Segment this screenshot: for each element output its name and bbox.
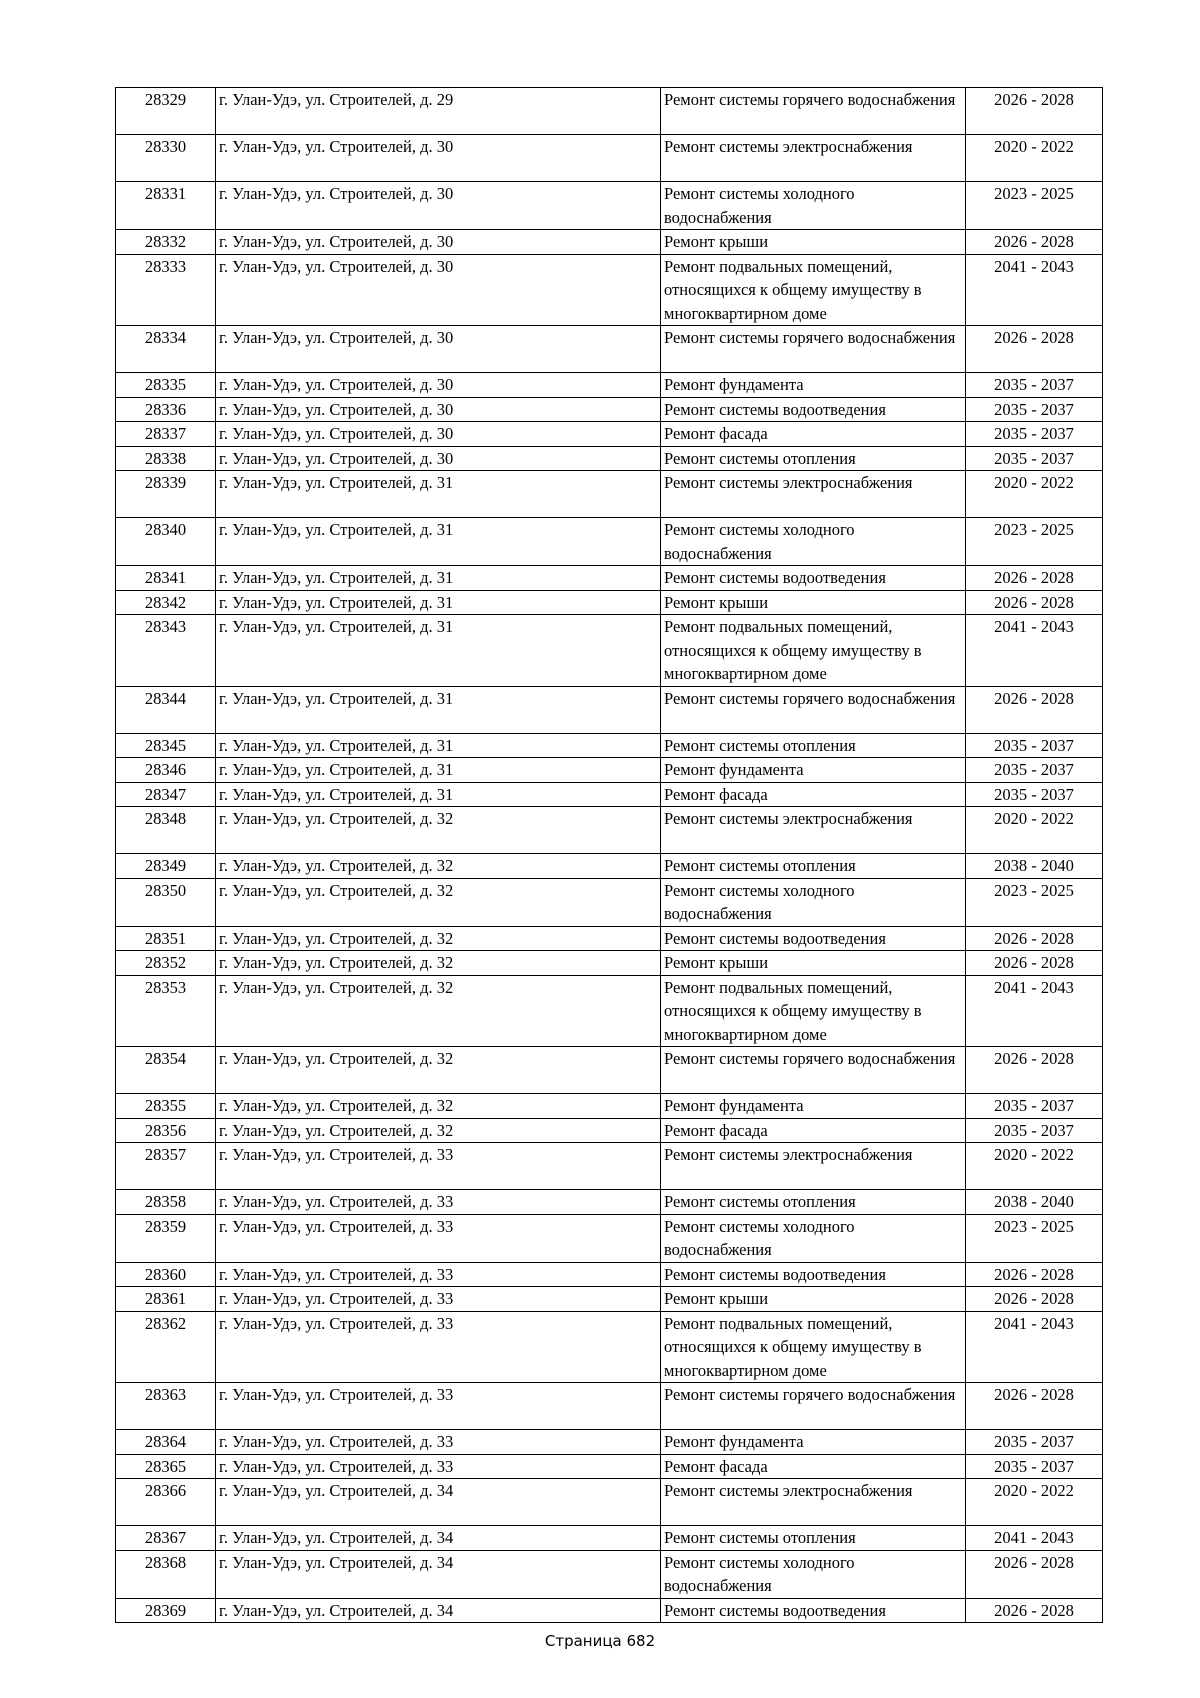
row-number-cell: 28364 xyxy=(116,1430,216,1455)
address-cell: г. Улан-Удэ, ул. Строителей, д. 31 xyxy=(216,471,661,518)
work-type-cell: Ремонт системы электроснабжения xyxy=(661,135,966,182)
table-row xyxy=(116,135,1103,182)
address-cell: г. Улан-Удэ, ул. Строителей, д. 30 xyxy=(216,326,661,373)
work-type-cell: Ремонт фасада xyxy=(661,422,966,447)
table-row xyxy=(116,1143,1103,1190)
address-cell: г. Улан-Удэ, ул. Строителей, д. 30 xyxy=(216,446,661,471)
work-type-cell: Ремонт системы водоотведения xyxy=(661,1262,966,1287)
table-row xyxy=(116,782,1103,807)
work-type-cell: Ремонт системы холодного водоснабжения xyxy=(661,1214,966,1262)
repair-schedule-table xyxy=(115,87,1103,1623)
period-cell: 2026 - 2028 xyxy=(966,951,1103,976)
row-number-cell: 28349 xyxy=(116,854,216,879)
work-type-cell: Ремонт подвальных помещений, относящихся к общему имуществу в многоквартирном доме xyxy=(661,975,966,1047)
address-cell: г. Улан-Удэ, ул. Строителей, д. 31 xyxy=(216,590,661,615)
table-row xyxy=(116,1094,1103,1119)
row-number-cell: 28339 xyxy=(116,471,216,518)
table-row xyxy=(116,733,1103,758)
address-cell: г. Улан-Удэ, ул. Строителей, д. 33 xyxy=(216,1214,661,1262)
table-row xyxy=(116,326,1103,373)
address-cell: г. Улан-Удэ, ул. Строителей, д. 33 xyxy=(216,1190,661,1215)
table-row xyxy=(116,1311,1103,1383)
work-type-cell: Ремонт фасада xyxy=(661,1118,966,1143)
address-cell: г. Улан-Удэ, ул. Строителей, д. 33 xyxy=(216,1143,661,1190)
table-row xyxy=(116,88,1103,135)
row-number-cell: 28344 xyxy=(116,686,216,733)
period-cell: 2041 - 2043 xyxy=(966,1526,1103,1551)
work-type-cell: Ремонт фундамента xyxy=(661,1430,966,1455)
row-number-cell: 28343 xyxy=(116,615,216,687)
address-cell: г. Улан-Удэ, ул. Строителей, д. 34 xyxy=(216,1598,661,1623)
row-number-cell: 28352 xyxy=(116,951,216,976)
work-type-cell: Ремонт системы электроснабжения xyxy=(661,1479,966,1526)
page-number: Страница 682 xyxy=(544,1632,656,1650)
address-cell: г. Улан-Удэ, ул. Строителей, д. 29 xyxy=(216,88,661,135)
period-cell: 2035 - 2037 xyxy=(966,733,1103,758)
address-cell: г. Улан-Удэ, ул. Строителей, д. 32 xyxy=(216,807,661,854)
period-cell: 2020 - 2022 xyxy=(966,135,1103,182)
period-cell: 2026 - 2028 xyxy=(966,1287,1103,1312)
address-cell: г. Улан-Удэ, ул. Строителей, д. 31 xyxy=(216,566,661,591)
table-row xyxy=(116,422,1103,447)
period-cell: 2026 - 2028 xyxy=(966,1598,1103,1623)
table-row xyxy=(116,854,1103,879)
period-cell: 2023 - 2025 xyxy=(966,1214,1103,1262)
row-number-cell: 28354 xyxy=(116,1047,216,1094)
period-cell: 2020 - 2022 xyxy=(966,807,1103,854)
work-type-cell: Ремонт системы горячего водоснабжения xyxy=(661,1047,966,1094)
work-type-cell: Ремонт крыши xyxy=(661,951,966,976)
address-cell: г. Улан-Удэ, ул. Строителей, д. 32 xyxy=(216,878,661,926)
address-cell: г. Улан-Удэ, ул. Строителей, д. 33 xyxy=(216,1287,661,1312)
work-type-cell: Ремонт крыши xyxy=(661,230,966,255)
work-type-cell: Ремонт подвальных помещений, относящихся к общему имуществу в многоквартирном доме xyxy=(661,1311,966,1383)
row-number-cell: 28348 xyxy=(116,807,216,854)
period-cell: 2026 - 2028 xyxy=(966,590,1103,615)
table-row xyxy=(116,182,1103,230)
period-cell: 2023 - 2025 xyxy=(966,878,1103,926)
address-cell: г. Улан-Удэ, ул. Строителей, д. 30 xyxy=(216,230,661,255)
row-number-cell: 28331 xyxy=(116,182,216,230)
work-type-cell: Ремонт системы отопления xyxy=(661,1526,966,1551)
work-type-cell: Ремонт системы горячего водоснабжения xyxy=(661,686,966,733)
address-cell: г. Улан-Удэ, ул. Строителей, д. 30 xyxy=(216,182,661,230)
row-number-cell: 28365 xyxy=(116,1454,216,1479)
table-row xyxy=(116,1479,1103,1526)
row-number-cell: 28360 xyxy=(116,1262,216,1287)
address-cell: г. Улан-Удэ, ул. Строителей, д. 33 xyxy=(216,1383,661,1430)
work-type-cell: Ремонт системы отопления xyxy=(661,733,966,758)
work-type-cell: Ремонт системы холодного водоснабжения xyxy=(661,878,966,926)
row-number-cell: 28332 xyxy=(116,230,216,255)
address-cell: г. Улан-Удэ, ул. Строителей, д. 31 xyxy=(216,686,661,733)
table-row xyxy=(116,926,1103,951)
row-number-cell: 28345 xyxy=(116,733,216,758)
address-cell: г. Улан-Удэ, ул. Строителей, д. 32 xyxy=(216,854,661,879)
period-cell: 2041 - 2043 xyxy=(966,1311,1103,1383)
row-number-cell: 28336 xyxy=(116,397,216,422)
row-number-cell: 28367 xyxy=(116,1526,216,1551)
work-type-cell: Ремонт системы водоотведения xyxy=(661,926,966,951)
address-cell: г. Улан-Удэ, ул. Строителей, д. 34 xyxy=(216,1526,661,1551)
table-row xyxy=(116,1214,1103,1262)
row-number-cell: 28347 xyxy=(116,782,216,807)
address-cell: г. Улан-Удэ, ул. Строителей, д. 32 xyxy=(216,1047,661,1094)
period-cell: 2038 - 2040 xyxy=(966,854,1103,879)
period-cell: 2023 - 2025 xyxy=(966,518,1103,566)
period-cell: 2035 - 2037 xyxy=(966,758,1103,783)
table-row xyxy=(116,807,1103,854)
row-number-cell: 28366 xyxy=(116,1479,216,1526)
row-number-cell: 28342 xyxy=(116,590,216,615)
period-cell: 2026 - 2028 xyxy=(966,1383,1103,1430)
period-cell: 2035 - 2037 xyxy=(966,1094,1103,1119)
period-cell: 2041 - 2043 xyxy=(966,615,1103,687)
address-cell: г. Улан-Удэ, ул. Строителей, д. 30 xyxy=(216,422,661,447)
period-cell: 2020 - 2022 xyxy=(966,1479,1103,1526)
address-cell: г. Улан-Удэ, ул. Строителей, д. 32 xyxy=(216,975,661,1047)
work-type-cell: Ремонт фундамента xyxy=(661,758,966,783)
table-row xyxy=(116,1598,1103,1623)
period-cell: 2035 - 2037 xyxy=(966,422,1103,447)
work-type-cell: Ремонт системы электроснабжения xyxy=(661,807,966,854)
work-type-cell: Ремонт системы отопления xyxy=(661,1190,966,1215)
row-number-cell: 28335 xyxy=(116,373,216,398)
work-type-cell: Ремонт системы электроснабжения xyxy=(661,1143,966,1190)
work-type-cell: Ремонт системы холодного водоснабжения xyxy=(661,1550,966,1598)
row-number-cell: 28359 xyxy=(116,1214,216,1262)
period-cell: 2035 - 2037 xyxy=(966,782,1103,807)
address-cell: г. Улан-Удэ, ул. Строителей, д. 33 xyxy=(216,1430,661,1455)
address-cell: г. Улан-Удэ, ул. Строителей, д. 31 xyxy=(216,758,661,783)
table-row xyxy=(116,471,1103,518)
address-cell: г. Улан-Удэ, ул. Строителей, д. 33 xyxy=(216,1311,661,1383)
address-cell: г. Улан-Удэ, ул. Строителей, д. 31 xyxy=(216,733,661,758)
work-type-cell: Ремонт системы холодного водоснабжения xyxy=(661,182,966,230)
address-cell: г. Улан-Удэ, ул. Строителей, д. 32 xyxy=(216,951,661,976)
work-type-cell: Ремонт системы электроснабжения xyxy=(661,471,966,518)
row-number-cell: 28334 xyxy=(116,326,216,373)
row-number-cell: 28351 xyxy=(116,926,216,951)
work-type-cell: Ремонт системы отопления xyxy=(661,446,966,471)
table-row xyxy=(116,590,1103,615)
table-row xyxy=(116,1262,1103,1287)
table-row xyxy=(116,758,1103,783)
table-row xyxy=(116,254,1103,326)
address-cell: г. Улан-Удэ, ул. Строителей, д. 30 xyxy=(216,397,661,422)
table-row xyxy=(116,518,1103,566)
period-cell: 2020 - 2022 xyxy=(966,1143,1103,1190)
table-row xyxy=(116,1118,1103,1143)
address-cell: г. Улан-Удэ, ул. Строителей, д. 30 xyxy=(216,135,661,182)
row-number-cell: 28355 xyxy=(116,1094,216,1119)
table-body xyxy=(116,88,1103,1623)
work-type-cell: Ремонт подвальных помещений, относящихся к общему имуществу в многоквартирном доме xyxy=(661,254,966,326)
period-cell: 2026 - 2028 xyxy=(966,230,1103,255)
table-row xyxy=(116,446,1103,471)
address-cell: г. Улан-Удэ, ул. Строителей, д. 30 xyxy=(216,373,661,398)
work-type-cell: Ремонт крыши xyxy=(661,590,966,615)
period-cell: 2026 - 2028 xyxy=(966,566,1103,591)
row-number-cell: 28330 xyxy=(116,135,216,182)
period-cell: 2023 - 2025 xyxy=(966,182,1103,230)
row-number-cell: 28329 xyxy=(116,88,216,135)
period-cell: 2038 - 2040 xyxy=(966,1190,1103,1215)
row-number-cell: 28356 xyxy=(116,1118,216,1143)
work-type-cell: Ремонт системы горячего водоснабжения xyxy=(661,1383,966,1430)
period-cell: 2041 - 2043 xyxy=(966,975,1103,1047)
row-number-cell: 28361 xyxy=(116,1287,216,1312)
row-number-cell: 28333 xyxy=(116,254,216,326)
work-type-cell: Ремонт фундамента xyxy=(661,1094,966,1119)
period-cell: 2026 - 2028 xyxy=(966,926,1103,951)
table-row xyxy=(116,397,1103,422)
address-cell: г. Улан-Удэ, ул. Строителей, д. 32 xyxy=(216,1118,661,1143)
row-number-cell: 28369 xyxy=(116,1598,216,1623)
row-number-cell: 28350 xyxy=(116,878,216,926)
row-number-cell: 28358 xyxy=(116,1190,216,1215)
period-cell: 2035 - 2037 xyxy=(966,1118,1103,1143)
work-type-cell: Ремонт системы водоотведения xyxy=(661,566,966,591)
row-number-cell: 28341 xyxy=(116,566,216,591)
address-cell: г. Улан-Удэ, ул. Строителей, д. 33 xyxy=(216,1262,661,1287)
address-cell: г. Улан-Удэ, ул. Строителей, д. 31 xyxy=(216,615,661,687)
row-number-cell: 28346 xyxy=(116,758,216,783)
work-type-cell: Ремонт системы отопления xyxy=(661,854,966,879)
address-cell: г. Улан-Удэ, ул. Строителей, д. 34 xyxy=(216,1479,661,1526)
row-number-cell: 28337 xyxy=(116,422,216,447)
table-row xyxy=(116,1454,1103,1479)
table-row xyxy=(116,975,1103,1047)
table-row xyxy=(116,230,1103,255)
address-cell: г. Улан-Удэ, ул. Строителей, д. 31 xyxy=(216,782,661,807)
period-cell: 2035 - 2037 xyxy=(966,397,1103,422)
address-cell: г. Улан-Удэ, ул. Строителей, д. 33 xyxy=(216,1454,661,1479)
work-type-cell: Ремонт системы горячего водоснабжения xyxy=(661,326,966,373)
address-cell: г. Улан-Удэ, ул. Строителей, д. 32 xyxy=(216,926,661,951)
work-type-cell: Ремонт крыши xyxy=(661,1287,966,1312)
period-cell: 2035 - 2037 xyxy=(966,1430,1103,1455)
period-cell: 2026 - 2028 xyxy=(966,326,1103,373)
work-type-cell: Ремонт системы водоотведения xyxy=(661,397,966,422)
period-cell: 2035 - 2037 xyxy=(966,1454,1103,1479)
table-row xyxy=(116,1430,1103,1455)
row-number-cell: 28362 xyxy=(116,1311,216,1383)
period-cell: 2026 - 2028 xyxy=(966,1047,1103,1094)
period-cell: 2026 - 2028 xyxy=(966,88,1103,135)
period-cell: 2026 - 2028 xyxy=(966,1262,1103,1287)
table-row xyxy=(116,1190,1103,1215)
table-row xyxy=(116,615,1103,687)
work-type-cell: Ремонт подвальных помещений, относящихся к общему имуществу в многоквартирном доме xyxy=(661,615,966,687)
period-cell: 2035 - 2037 xyxy=(966,373,1103,398)
row-number-cell: 28357 xyxy=(116,1143,216,1190)
row-number-cell: 28353 xyxy=(116,975,216,1047)
period-cell: 2041 - 2043 xyxy=(966,254,1103,326)
address-cell: г. Улан-Удэ, ул. Строителей, д. 34 xyxy=(216,1550,661,1598)
row-number-cell: 28368 xyxy=(116,1550,216,1598)
work-type-cell: Ремонт системы горячего водоснабжения xyxy=(661,88,966,135)
table-row xyxy=(116,1047,1103,1094)
table-row xyxy=(116,951,1103,976)
work-type-cell: Ремонт системы холодного водоснабжения xyxy=(661,518,966,566)
row-number-cell: 28338 xyxy=(116,446,216,471)
work-type-cell: Ремонт фасада xyxy=(661,782,966,807)
table-row xyxy=(116,686,1103,733)
row-number-cell: 28340 xyxy=(116,518,216,566)
work-type-cell: Ремонт фундамента xyxy=(661,373,966,398)
table-row xyxy=(116,1526,1103,1551)
address-cell: г. Улан-Удэ, ул. Строителей, д. 30 xyxy=(216,254,661,326)
table-row xyxy=(116,1287,1103,1312)
work-type-cell: Ремонт фасада xyxy=(661,1454,966,1479)
address-cell: г. Улан-Удэ, ул. Строителей, д. 31 xyxy=(216,518,661,566)
table-row xyxy=(116,878,1103,926)
period-cell: 2026 - 2028 xyxy=(966,686,1103,733)
address-cell: г. Улан-Удэ, ул. Строителей, д. 32 xyxy=(216,1094,661,1119)
table-row xyxy=(116,1383,1103,1430)
period-cell: 2020 - 2022 xyxy=(966,471,1103,518)
period-cell: 2035 - 2037 xyxy=(966,446,1103,471)
work-type-cell: Ремонт системы водоотведения xyxy=(661,1598,966,1623)
row-number-cell: 28363 xyxy=(116,1383,216,1430)
table-row xyxy=(116,1550,1103,1598)
table-row xyxy=(116,373,1103,398)
period-cell: 2026 - 2028 xyxy=(966,1550,1103,1598)
table-row xyxy=(116,566,1103,591)
